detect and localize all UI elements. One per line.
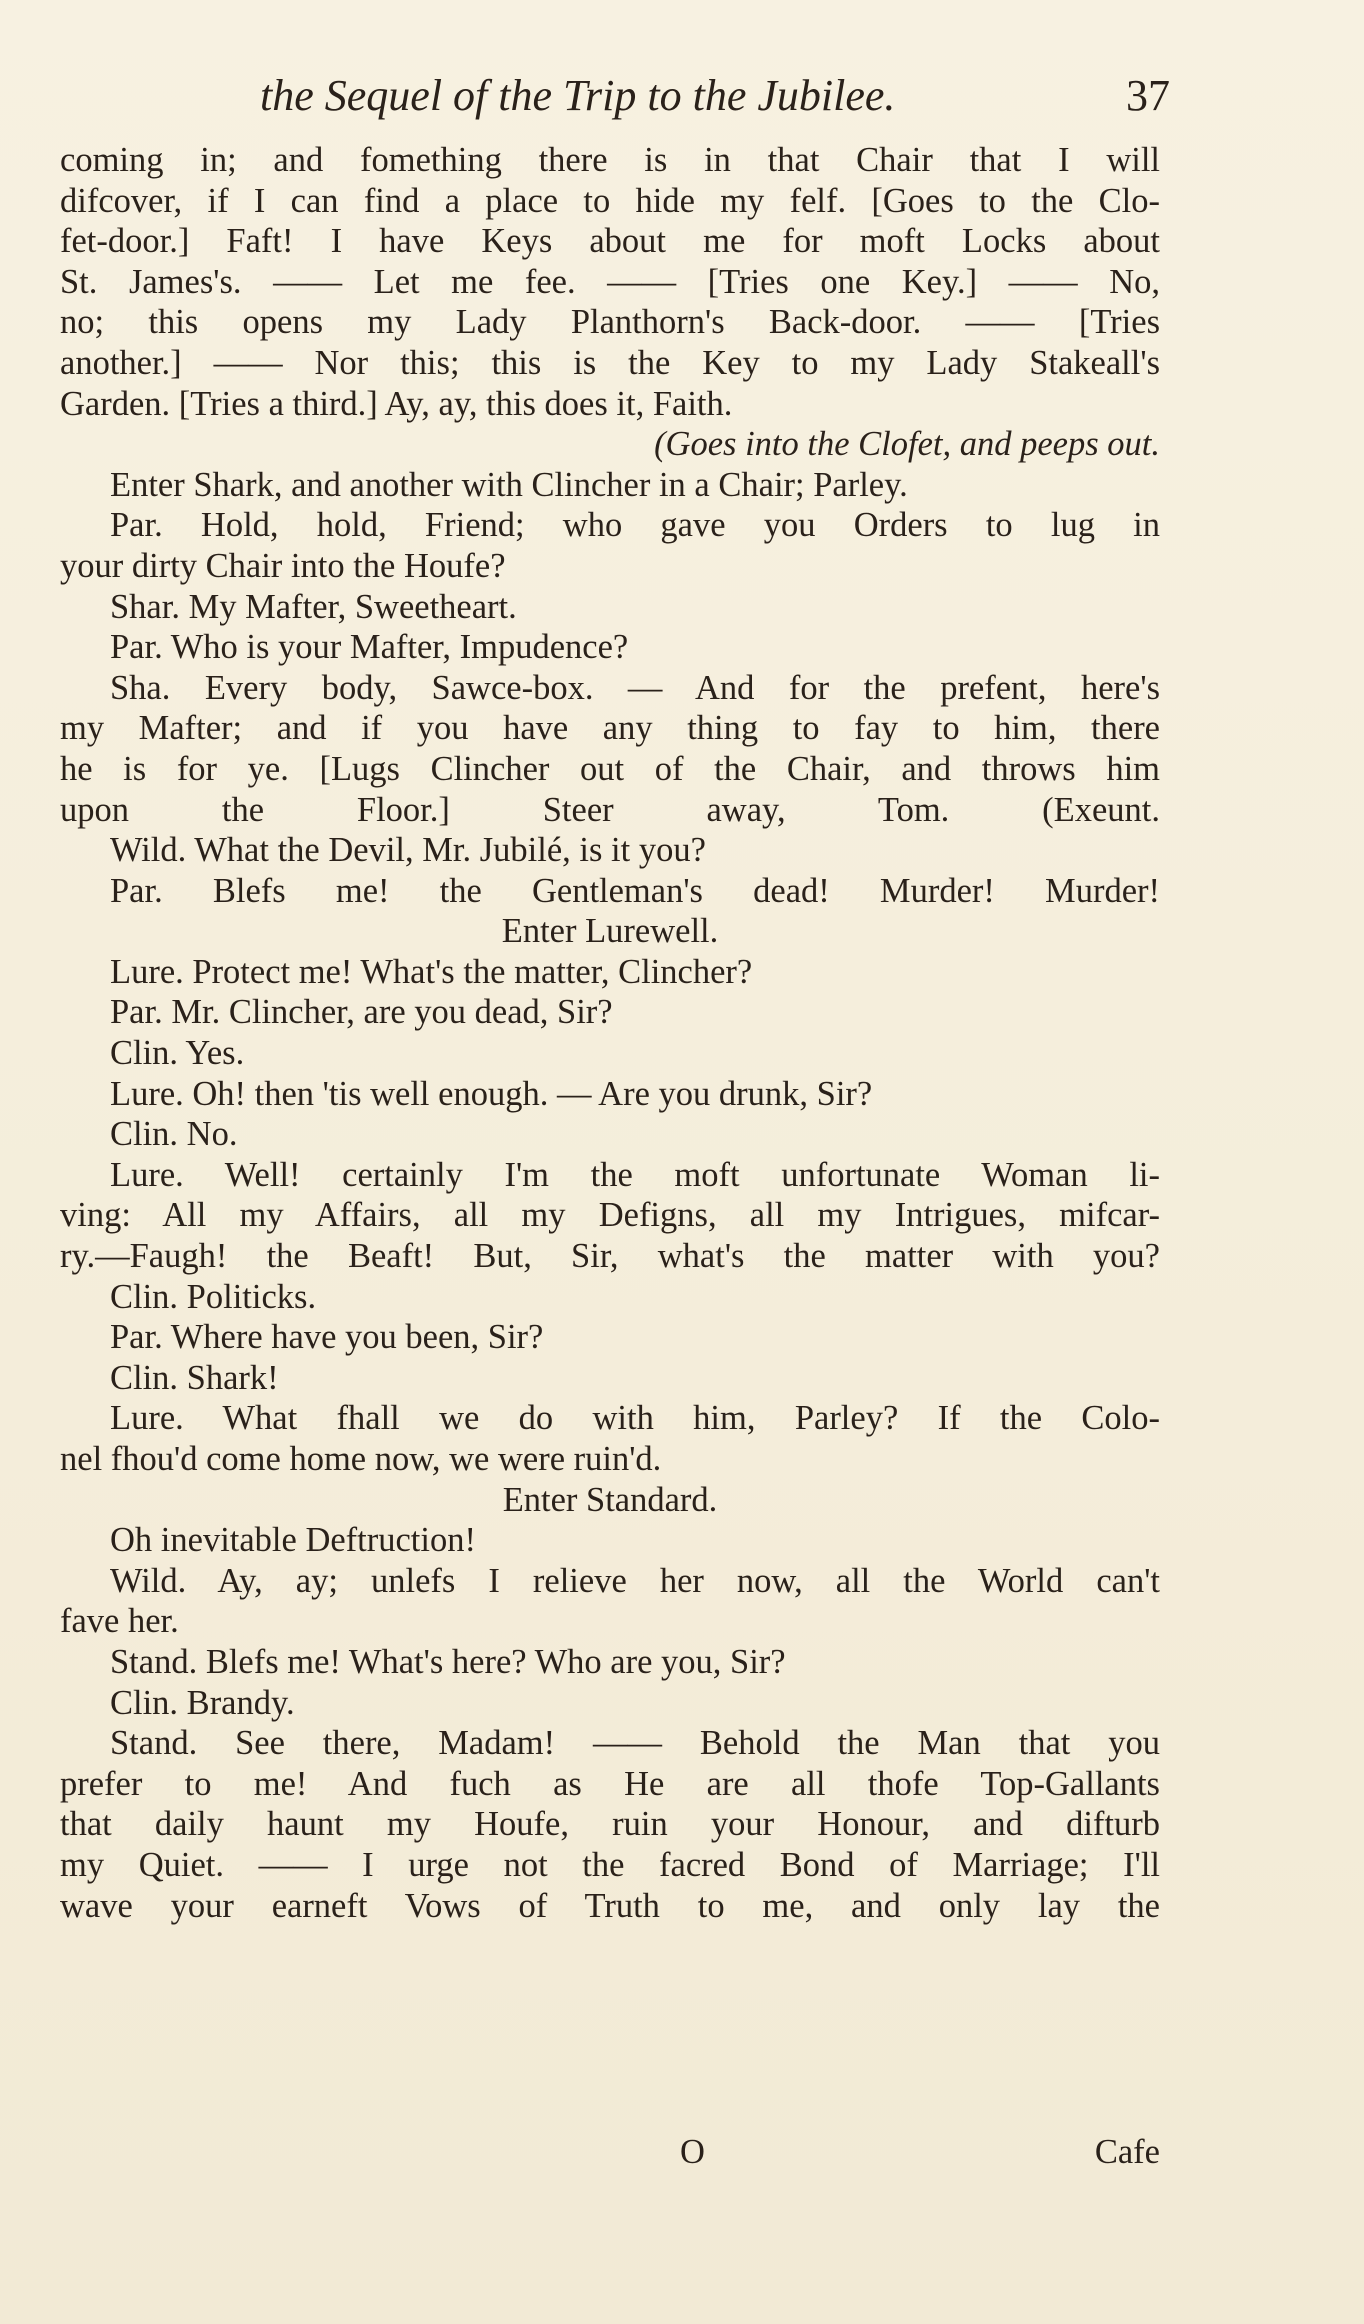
speech-line: Stand. See there, Madam! —— Behold the Man that you (110, 1724, 1160, 1763)
text-line: fave her. (60, 1602, 179, 1641)
speech-line: Clin. Shark! (110, 1358, 279, 1397)
speech-line: Clin. Politicks. (110, 1277, 317, 1316)
text-line: Garden. [Tries a third.] Ay, ay, this does it, Faith. (60, 384, 733, 423)
text-line: prefer to me! And fuch as He are all thofe Top-Gallants (60, 1764, 1160, 1803)
text-line: your dirty Chair into the Houfe? (60, 546, 506, 585)
page-number: 37 (1126, 71, 1170, 120)
running-title: the Sequel of the Trip to the Jubilee. (260, 71, 896, 120)
speech-line: Par. Where have you been, Sir? (110, 1318, 544, 1357)
text-line: that daily haunt my Houfe, ruin your Honour, and difturb (60, 1805, 1160, 1844)
text-line: fet-door.] Faft! I have Keys about me for moft Locks about (60, 222, 1160, 261)
speech-line: Sha. Every body, Sawce-box. — And for the prefent, here's (110, 668, 1160, 707)
text-line: he is for ye. [Lugs Clincher out of the Chair, and throws him (60, 749, 1160, 788)
stage-direction: Enter Lurewell. (501, 912, 719, 951)
text-line: nel fhou'd come home now, we were ruin'd. (60, 1440, 662, 1478)
stage-direction: (Goes into the Clofet, and peeps out. (654, 425, 1160, 464)
speech-line: Lure. Oh! then 'tis well enough. — Are you drunk, Sir? (110, 1074, 873, 1113)
text-line: my Quiet. —— I urge not the facred Bond of Marriage; I'll (60, 1845, 1160, 1884)
text-line: coming in; and fomething there is in that Chair that I will (60, 141, 1160, 179)
text-line: wave your earneft Vows of Truth to me, and only lay the (60, 1886, 1160, 1925)
catchword: Cafe (1094, 2133, 1160, 2171)
page-footer (60, 2130, 1160, 2174)
stage-direction: Enter Standard. (502, 1480, 718, 1519)
speech-line: Lure. What fhall we do with him, Parley? If the Colo- (110, 1399, 1160, 1438)
speech-line: Clin. No. (110, 1115, 238, 1154)
speech-line: Shar. My Mafter, Sweetheart. (110, 587, 517, 626)
text-line: my Mafter; and if you have any thing to fay to him, there (60, 709, 1160, 748)
speech-line: Oh inevitable Deftruction! (110, 1521, 476, 1560)
text-line: St. James's. —— Let me fee. —— [Tries one Key.] —— No, (60, 262, 1160, 301)
page-header (60, 60, 1170, 140)
speech-line: Par. Mr. Clincher, are you dead, Sir? (110, 993, 613, 1032)
text-line: ry.—Faugh! the Beaft! But, Sir, what's the matter with you? (60, 1237, 1160, 1276)
speech-line: Par. Hold, hold, Friend; who gave you Orders to lug in (110, 506, 1160, 545)
signature-mark: O (680, 2133, 705, 2171)
speech-line: Clin. Brandy. (110, 1683, 295, 1722)
text-line: another.] —— Nor this; this is the Key to my Lady Stakeall's (60, 343, 1160, 382)
speech-line: Clin. Yes. (110, 1034, 245, 1073)
play-text (60, 140, 1160, 1926)
text-line: ving: All my Affairs, all my Defigns, all my Intrigues, mifcar- (60, 1196, 1160, 1235)
stage-direction: Enter Shark, and another with Clincher in a Chair; Parley. (110, 465, 908, 504)
text-line: upon the Floor.] Steer away, Tom. (Exeunt. (60, 790, 1160, 829)
speech-line: Lure. Well! certainly I'm the moft unfortunate Woman li- (110, 1155, 1160, 1194)
speech-line: Wild. Ay, ay; unlefs I relieve her now, all the World can't (110, 1561, 1160, 1600)
speech-line: Par. Blefs me! the Gentleman's dead! Murder! Murder! (110, 871, 1160, 910)
text-line: difcover, if I can find a place to hide my felf. [Goes to the Clo- (60, 181, 1160, 220)
speech-line: Stand. Blefs me! What's here? Who are you, Sir? (110, 1642, 786, 1681)
text-line: no; this opens my Lady Planthorn's Back-door. —— [Tries (60, 303, 1160, 342)
speech-line: Par. Who is your Mafter, Impudence? (110, 628, 629, 667)
speech-line: Wild. What the Devil, Mr. Jubilé, is it you? (110, 831, 706, 870)
speech-line: Lure. Protect me! What's the matter, Clincher? (110, 952, 753, 991)
